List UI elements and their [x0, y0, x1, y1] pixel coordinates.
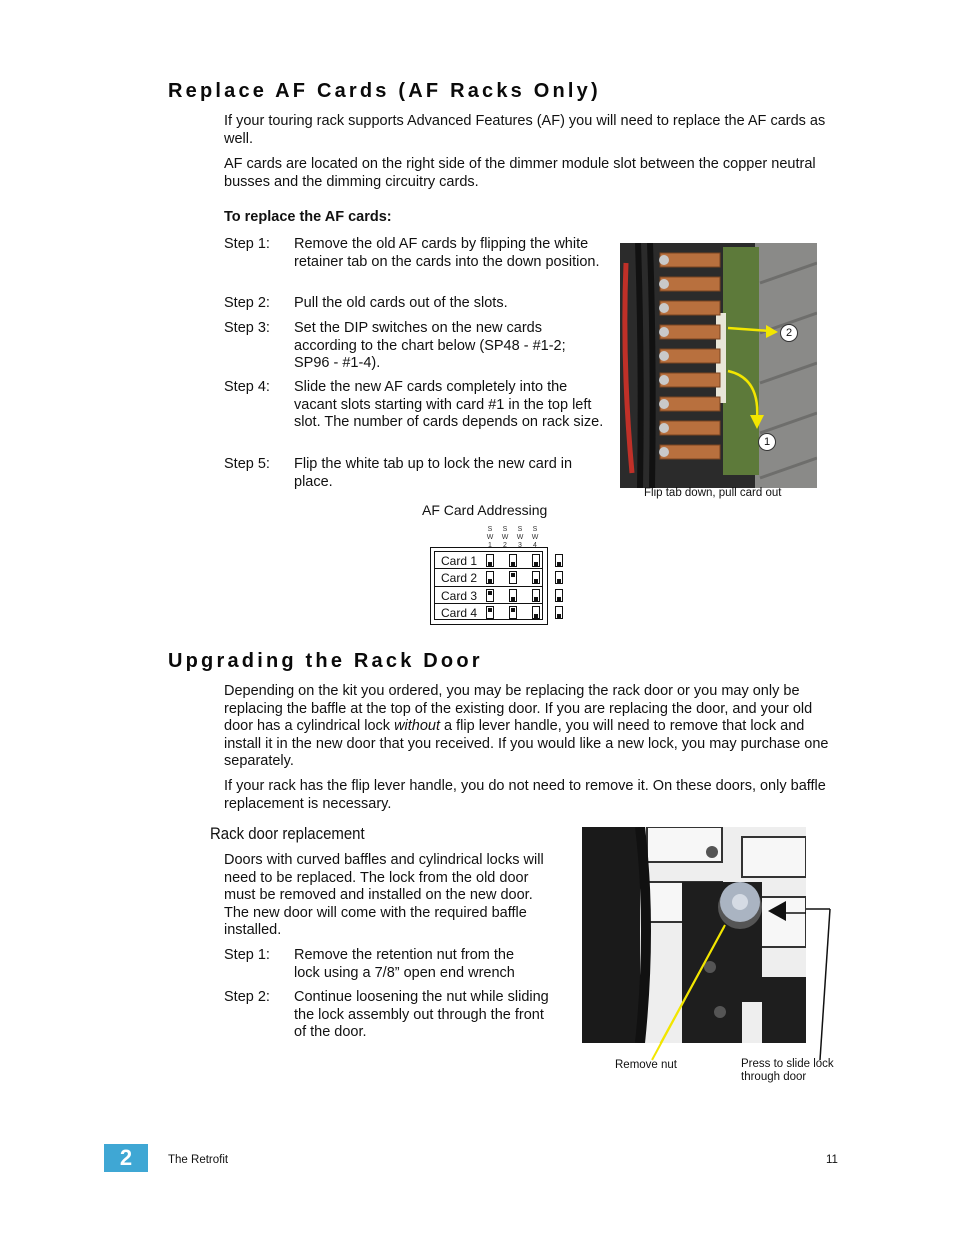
dip-switch — [486, 606, 494, 619]
photo-caption-right: Press to slide lock through door — [741, 1058, 834, 1083]
step-text: Slide the new AF cards completely into the vacant slots starting with card #1 in the top left slot. The number of cards depends on rack size. — [294, 379, 604, 430]
dip-switch-knob — [557, 597, 561, 601]
footer-section-title: The Retrofit — [168, 1154, 229, 1166]
dip-switch — [509, 606, 517, 619]
table-inner — [434, 551, 543, 620]
paragraph: Doors with curved baffles and cylindrical locks will need to be replaced. The lock from the old door must be removed and installed on the new door. The new door will come with the required baffle installed. — [224, 852, 544, 938]
card-label: Card 3 — [441, 588, 478, 603]
dip-switch — [532, 589, 540, 602]
dip-switch-knob — [488, 579, 492, 583]
photo-caption-left: Remove nut — [615, 1059, 678, 1071]
dip-switch — [532, 571, 540, 584]
step-text: Flip the white tab up to lock the new card in place. — [294, 456, 573, 490]
dip-switch — [555, 606, 563, 619]
dip-switch — [555, 571, 563, 584]
dip-switch — [486, 554, 494, 567]
section-heading-af-cards: Replace AF Cards (AF Racks Only) — [168, 80, 601, 102]
card-label: Card 2 — [441, 571, 478, 586]
step-text: Set the DIP switches on the new cards according to the chart below (SP48 - #1-2; SP96 - #1-4). — [294, 320, 566, 371]
step-label: Step 1: — [224, 236, 270, 252]
dip-switch — [555, 554, 563, 567]
page-number: 11 — [826, 1154, 838, 1166]
dip-switch-knob — [557, 579, 561, 583]
chapter-tab: 2 — [104, 1144, 148, 1172]
dip-switch-knob — [488, 608, 492, 612]
step-label: Step 5: — [224, 456, 270, 472]
card-label: Card 4 — [441, 605, 478, 620]
dip-switch — [509, 571, 517, 584]
card-row — [435, 604, 542, 621]
switch-header: S W 1 — [486, 526, 494, 549]
step-label: Step 1: — [224, 947, 270, 963]
switch-header: S W 2 — [501, 526, 509, 549]
dip-switch — [509, 589, 517, 602]
paragraph: If your rack has the flip lever handle, you do not need to remove it. On these doors, only baffle replacement is necessary. — [224, 778, 826, 812]
dip-switch-knob — [511, 597, 515, 601]
step-text: Remove the retention nut from the lock using a 7/8” open end wrench — [294, 947, 515, 981]
af-card-photo — [620, 243, 817, 488]
dip-switch-knob — [488, 562, 492, 566]
step-label: Step 2: — [224, 295, 270, 311]
card-row — [435, 552, 542, 569]
procedure-heading: To replace the AF cards: — [224, 209, 392, 225]
card-row — [435, 569, 542, 586]
step-text: Remove the old AF cards by flipping the white retainer tab on the cards into the down position. — [294, 236, 600, 270]
switch-header: S W 3 — [516, 526, 524, 549]
step-text: Pull the old cards out of the slots. — [294, 295, 508, 311]
dip-switch-knob — [534, 579, 538, 583]
af-addressing-table — [430, 547, 548, 625]
step-text: Continue loosening the nut while sliding the lock assembly out through the front of the door. — [294, 989, 549, 1040]
dip-switch-knob — [534, 562, 538, 566]
dip-switch — [486, 589, 494, 602]
dip-switch-knob — [534, 597, 538, 601]
callout-lines — [650, 895, 840, 1065]
dip-switch — [532, 554, 540, 567]
callout-2: 2 — [780, 324, 798, 342]
dip-switch-knob — [511, 608, 515, 612]
subheading: Rack door replacement — [210, 824, 365, 843]
paragraph: If your touring rack supports Advanced Features (AF) you will need to replace the AF cards as well. — [224, 113, 826, 147]
dip-switch — [509, 554, 517, 567]
dip-switch-knob — [534, 614, 538, 618]
dip-switch-knob — [557, 562, 561, 566]
paragraph: Depending on the kit you ordered, you may be replacing the rack door or you may only be replacing the baffle at the top of the existing door. If you are replacing the door, and your old door has a cylindrical lock without a flip lever handle, you will need to remove that lock and install it in the new door that you received. If you would like a new lock, you may purchase one separately. — [224, 683, 829, 769]
switch-header: S W 4 — [531, 526, 539, 549]
dip-switch-knob — [511, 562, 515, 566]
dip-switch-knob — [557, 614, 561, 618]
dip-switch — [486, 571, 494, 584]
step-label: Step 4: — [224, 379, 270, 395]
callout-1: 1 — [758, 433, 776, 451]
card-row — [435, 587, 542, 604]
paragraph: AF cards are located on the right side of the dimmer module slot between the copper neutral busses and the dimming circuitry cards. — [224, 156, 816, 190]
dip-switch-knob — [511, 573, 515, 577]
step-label: Step 3: — [224, 320, 270, 336]
photo-caption: Flip tab down, pull card out — [644, 487, 782, 499]
section-heading-rack-door: Upgrading the Rack Door — [168, 650, 483, 672]
dip-switch — [555, 589, 563, 602]
card-label: Card 1 — [441, 554, 478, 568]
dip-switch-knob — [488, 591, 492, 595]
table-title: AF Card Addressing — [422, 502, 548, 518]
step-label: Step 2: — [224, 989, 270, 1005]
dip-switch — [532, 606, 540, 619]
